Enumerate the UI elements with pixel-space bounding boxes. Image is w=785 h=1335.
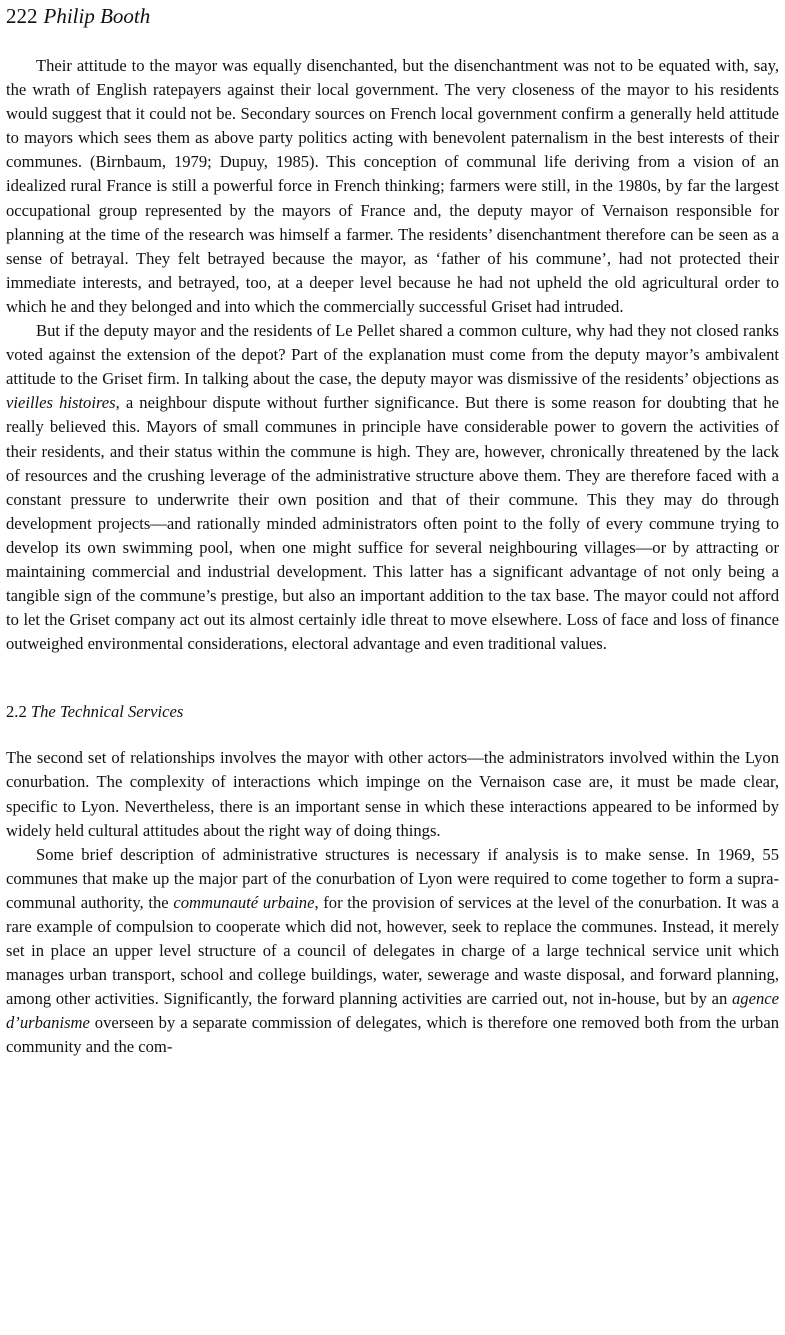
page (6, 0, 779, 1060)
paragraph-text: overseen by a separate commission of delegates, which is therefore one removed both from the urban community and the com- (6, 1013, 779, 1057)
body-paragraph (6, 843, 779, 1060)
section-heading (6, 700, 779, 724)
paragraph-text: , for the provision of services at the level of the conurbation. It was a rare example of compulsion to cooperate which did not, however, seek to replace the communes. Instead, it merely set in place an upper level structure of a council of delegates in charge of a large technical service unit which manages urban transport, school and college buildings, water, sewerage and waste disposal, and forward planning, among other activities. Significantly, the forward planning activities are carried out, not in-house, but by an (6, 892, 779, 1009)
paragraph-text: But if the deputy mayor and the residents of Le Pellet shared a common culture, why had they not closed ranks voted against the extension of the depot? Part of the explanation must come from the deputy mayor’s ambivalent attitude to the Griset firm. In talking about the case, the deputy mayor was dismissive of the residents’ objections as (6, 321, 779, 389)
italic-phrase: vieilles histoires (6, 393, 116, 413)
section-number: 2.2 (6, 702, 27, 722)
body-paragraph: The second set of relationships involves the mayor with other actors—the administrators involved within the Lyon conurbation. The complexity of interactions which impinge on the Vernaison case are, it must be made clear, specific to Lyon. Nevertheless, there is an important sense in which these interactions appeared to be informed by widely held cultural attitudes about the right way of doing things. (6, 748, 779, 840)
paragraph-text: , a neighbour dispute without further significance. But there is some reason for doubting that he really believed this. Mayors of small communes in principle have considerable power to govern the activities of their residents, and their status within the commune is high. They are, however, chronically threatened by the lack of resources and the crushing leverage of the administrative structure above them. They are therefore faced with a constant pressure to underwrite their own position and that of their commune. This they may do through development projects—and rationally minded administrators often point to the folly of every commune trying to develop its own swimming pool, when one might suffice for several neighbouring villages—or by attracting or maintaining commercial and industrial development. This latter has a significant advantage of not only being a tangible sign of the commune’s prestige, but also an important addition to the tax base. The mayor could not afford to let the Griset company act out its almost certainly idle threat to move elsewhere. Loss of face and loss of finance outweighed environmental considerations, electoral advantage and even traditional values. (6, 393, 779, 654)
running-head-author: Philip Booth (43, 4, 151, 28)
italic-phrase: communauté urbaine (173, 892, 315, 912)
running-head (6, 2, 779, 34)
page-number: 222 (6, 4, 38, 28)
section-title: The Technical Services (30, 702, 184, 722)
body-paragraph: Their attitude to the mayor was equally disenchanted, but the disenchantment was not to be equated with, say, the wrath of English ratepayers against their local government. The very closeness of the mayor to his residents would suggest that it could not be. Secondary sources on French local government confirm a generally held attitude to mayors which sees them as above party politics acting with benevolent paternalism in the best interests of their communes. (Birnbaum, 1979; Dupuy, 1985). This conception of communal life deriving from a vision of an idealized rural France is still a powerful force in French thinking; farmers were still, in the 1980s, by far the largest occupational group represented by the mayors of France and, the deputy mayor of Vernaison responsible for planning at the time of the research was himself a farmer. The residents’ disenchantment therefore can be seen as a sense of betrayal. They felt betrayed because the mayor, as ‘father of his commune’, had not protected their immediate interests, and betrayed, too, at a deeper level because he had not upheld the old agricultural order to which he and they belonged and into which the commercially successful Griset had intruded. (6, 56, 779, 316)
body-paragraph (6, 319, 779, 656)
italic-phrase: agence d’urbanisme (6, 989, 779, 1033)
paragraph-text: Some brief description of administrative structures is necessary if analysis is to make sense. In 1969, 55 communes that make up the major part of the conurbation of Lyon were required to come together to form a supra-communal authority, the (6, 844, 779, 912)
